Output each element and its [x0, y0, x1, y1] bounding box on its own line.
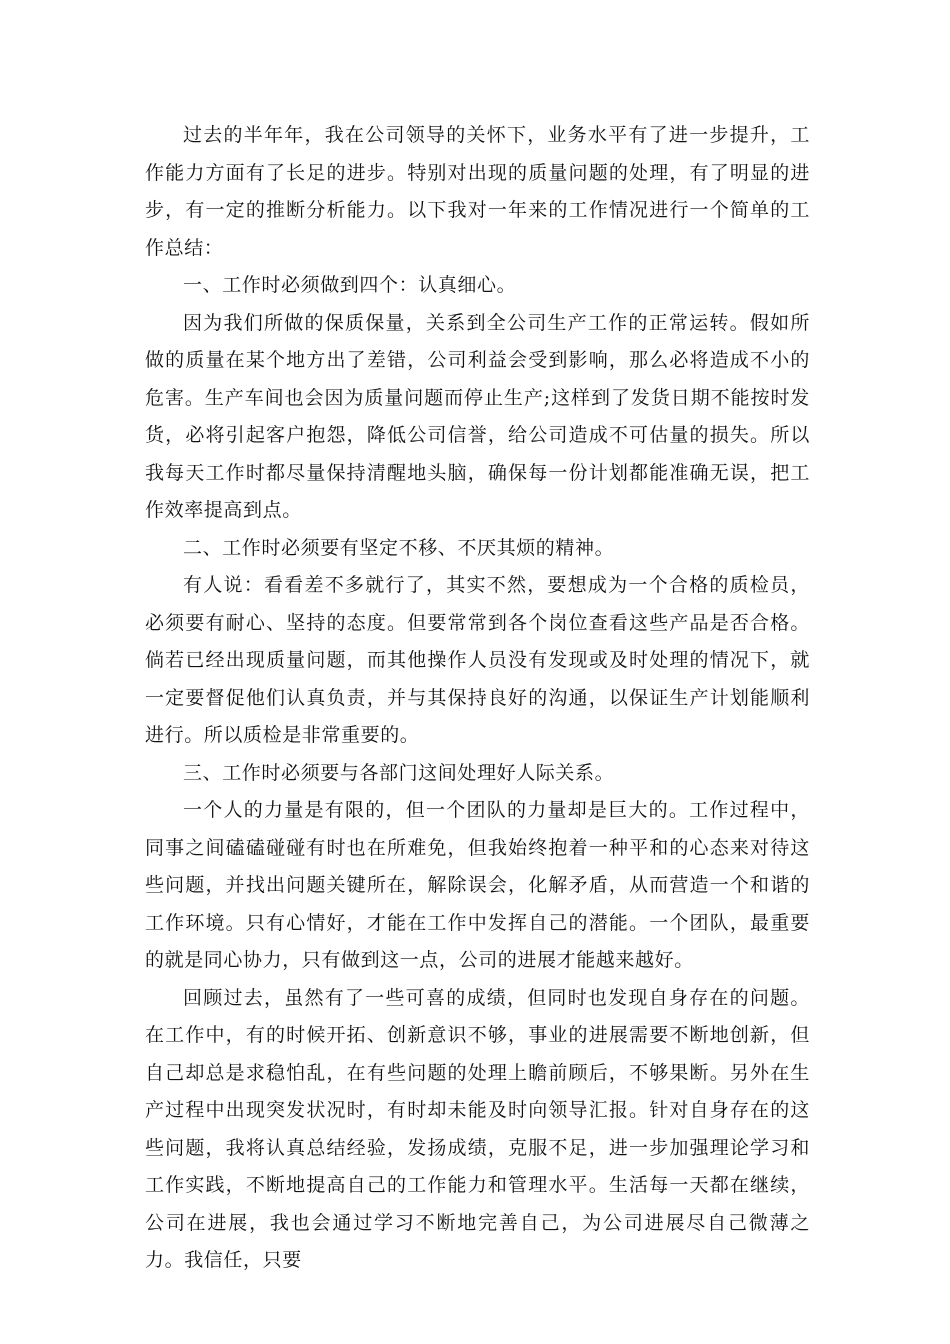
document-body	[145, 117, 810, 1280]
paragraph-section-2: 有人说：看看差不多就行了，其实不然，要想成为一个合格的质检员，必须要有耐心、坚持的态度。但要常常到各个岗位查看这些产品是否合格。倘若已经出现质量问题，而其他操作人员没有发现或及时处理的情况下，就一定要督促他们认真负责，并与其保持良好的沟通，以保证生产计划能顺利进行。所以质检是非常重要的。	[145, 574, 810, 746]
heading-section-2: 二、工作时必须要有坚定不移、不厌其烦的精神。	[183, 536, 615, 559]
paragraph-review: 回顾过去，虽然有了一些可喜的成绩，但同时也发现自身存在的问题。在工作中，有的时候开拓、创新意识不够，事业的进展需要不断地创新，但自己却总是求稳怕乱，在有些问题的处理上瞻前顾后，不够果断。另外在生产过程中出现突发状况时，有时却未能及时向领导汇报。针对自身存在的这些问题，我将认真总结经验，发扬成绩，克服不足，进一步加强理论学习和工作实践，不断地提高自己的工作能力和管理水平。生活每一天都在继续，公司在进展，我也会通过学习不断地完善自己，为公司进展尽自己微薄之力。我信任，只要	[145, 986, 810, 1271]
heading-section-3: 三、工作时必须要与各部门这间处理好人际关系。	[183, 761, 615, 784]
paragraph-section-1: 因为我们所做的保质保量，关系到全公司生产工作的正常运转。假如所做的质量在某个地方出了差错，公司利益会受到影响，那么必将造成不小的危害。生产车间也会因为质量问题而停止生产;这样到了发货日期不能按时发货，必将引起客户抱怨，降低公司信誉，给公司造成不可估量的损失。所以我每天工作时都尽量保持清醒地头脑，确保每一份计划都能准确无误，把工作效率提高到点。	[145, 311, 810, 521]
paragraph-section-3: 一个人的力量是有限的，但一个团队的力量却是巨大的。工作过程中，同事之间磕磕碰碰有时也在所难免，但我始终抱着一种平和的心态来对待这些问题，并找出问题关键所在，解除误会，化解矛盾，从而营造一个和谐的工作环境。只有心情好，才能在工作中发挥自己的潜能。一个团队，最重要的就是同心协力，只有做到这一点，公司的进展才能越来越好。	[145, 799, 810, 971]
heading-section-1: 一、工作时必须做到四个：认真细心。	[183, 274, 517, 296]
paragraph-intro: 过去的半年年，我在公司领导的关怀下，业务水平有了进一步提升，工作能力方面有了长足的进步。特别对出现的质量问题的处理，有了明显的进步，有一定的推断分析能力。以下我对一年来的工作情况进行一个简单的工作总结：	[145, 124, 810, 259]
